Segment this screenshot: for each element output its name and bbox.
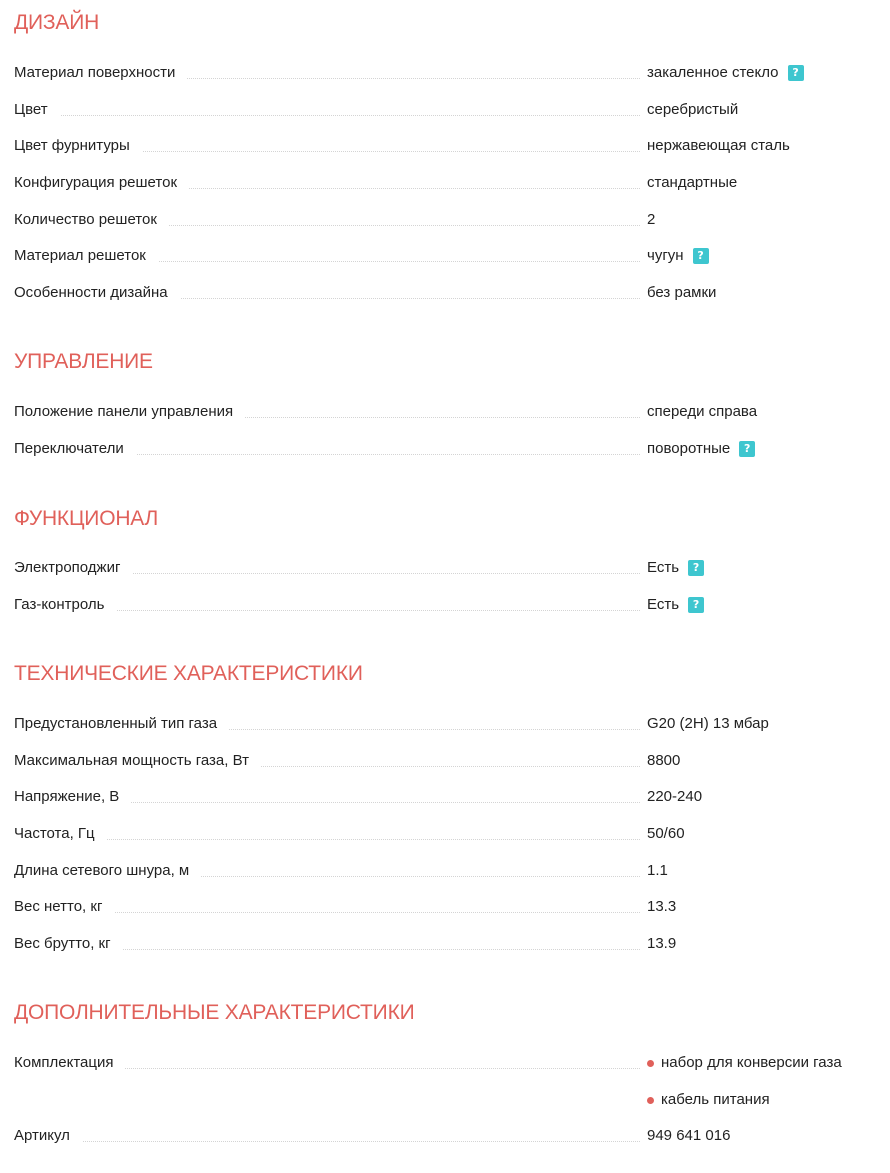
spec-row-switches <box>14 438 876 460</box>
question-icon[interactable]: ? <box>688 560 704 576</box>
spec-value: Есть <box>647 559 680 576</box>
dotted-leader <box>14 115 640 116</box>
spec-value: закаленное стекло <box>647 64 779 81</box>
spec-row-package <box>14 1052 876 1074</box>
section-title-tech: ТЕХНИЧЕСКИЕ ХАРАКТЕРИСТИКИ <box>14 662 363 685</box>
spec-label: Максимальная мощность газа, Вт <box>14 750 261 772</box>
spec-value-wrap <box>647 594 704 616</box>
spec-label: Газ-контроль <box>14 594 116 616</box>
spec-label: Цвет фурнитуры <box>14 135 142 157</box>
spec-value: чугун <box>647 247 684 264</box>
spec-row-electric-ignition <box>14 557 876 579</box>
spec-row-color <box>14 99 876 121</box>
spec-value: кабель питания <box>661 1091 770 1108</box>
spec-value: нержавеющая сталь <box>647 137 790 154</box>
spec-label: Напряжение, В <box>14 786 131 808</box>
spec-value-wrap <box>647 438 755 460</box>
spec-value: 220-240 <box>647 788 703 805</box>
spec-label: Переключатели <box>14 438 136 460</box>
spec-row-grate-material <box>14 245 876 267</box>
spec-value: серебристый <box>647 101 739 118</box>
spec-row-grate-config <box>14 172 876 194</box>
spec-row-panel-position <box>14 401 876 423</box>
spec-row-package-cont <box>14 1089 876 1111</box>
spec-row-surface-material <box>14 62 876 84</box>
spec-row-net-weight <box>14 896 876 918</box>
spec-label: Положение панели управления <box>14 401 245 423</box>
spec-value: Есть <box>647 596 680 613</box>
spec-row-article <box>14 1125 876 1147</box>
spec-value-wrap <box>647 62 804 84</box>
spec-label: Особенности дизайна <box>14 282 180 304</box>
spec-row-gas-control <box>14 594 876 616</box>
spec-row-fittings-color <box>14 135 876 157</box>
section-title-control: УПРАВЛЕНИЕ <box>14 350 153 373</box>
spec-label: Материал решеток <box>14 245 158 267</box>
spec-label: Количество решеток <box>14 209 169 231</box>
spec-label: Вес нетто, кг <box>14 896 114 918</box>
spec-label: Вес брутто, кг <box>14 933 123 955</box>
spec-value-wrap <box>647 557 704 579</box>
spec-label: Цвет <box>14 99 60 121</box>
spec-value: спереди справа <box>647 403 758 420</box>
question-icon[interactable]: ? <box>739 441 755 457</box>
section-title-function: ФУНКЦИОНАЛ <box>14 507 159 530</box>
dotted-leader <box>14 839 640 840</box>
spec-value: G20 (2H) 13 мбар <box>647 715 769 732</box>
spec-value-wrap <box>647 245 709 267</box>
spec-row-gas-type <box>14 713 876 735</box>
dotted-leader <box>14 1141 640 1142</box>
spec-row-cord-length <box>14 860 876 882</box>
spec-label: Длина сетевого шнура, м <box>14 860 201 882</box>
spec-row-design-features <box>14 282 876 304</box>
question-icon[interactable]: ? <box>693 248 709 264</box>
spec-value: 2 <box>647 211 656 228</box>
spec-label: Комплектация <box>14 1052 125 1074</box>
bullet-icon <box>647 1060 654 1067</box>
spec-value: 50/60 <box>647 825 685 842</box>
spec-row-gross-weight <box>14 933 876 955</box>
spec-row-frequency <box>14 823 876 845</box>
question-icon[interactable]: ? <box>788 65 804 81</box>
spec-row-max-gas-power <box>14 750 876 772</box>
section-title-extra: ДОПОЛНИТЕЛЬНЫЕ ХАРАКТЕРИСТИКИ <box>14 1001 415 1024</box>
spec-label: Конфигурация решеток <box>14 172 189 194</box>
spec-value-wrap <box>647 1052 842 1074</box>
spec-value: поворотные <box>647 440 731 457</box>
spec-value-wrap <box>647 1089 770 1111</box>
spec-value: 13.9 <box>647 935 677 952</box>
spec-value: 1.1 <box>647 862 668 879</box>
spec-label: Артикул <box>14 1125 82 1147</box>
spec-value: набор для конверсии газа <box>661 1054 842 1071</box>
spec-label: Электроподжиг <box>14 557 132 579</box>
spec-label: Материал поверхности <box>14 62 187 84</box>
spec-value: стандартные <box>647 174 738 191</box>
question-icon[interactable]: ? <box>688 597 704 613</box>
spec-value: без рамки <box>647 284 717 301</box>
spec-row-grate-count <box>14 209 876 231</box>
spec-row-voltage <box>14 786 876 808</box>
spec-value: 13.3 <box>647 898 677 915</box>
spec-value: 949 641 016 <box>647 1127 731 1144</box>
spec-value: 8800 <box>647 752 681 769</box>
spec-label: Частота, Гц <box>14 823 107 845</box>
spec-label: Предустановленный тип газа <box>14 713 229 735</box>
bullet-icon <box>647 1097 654 1104</box>
section-title-design: ДИЗАЙН <box>14 11 100 34</box>
